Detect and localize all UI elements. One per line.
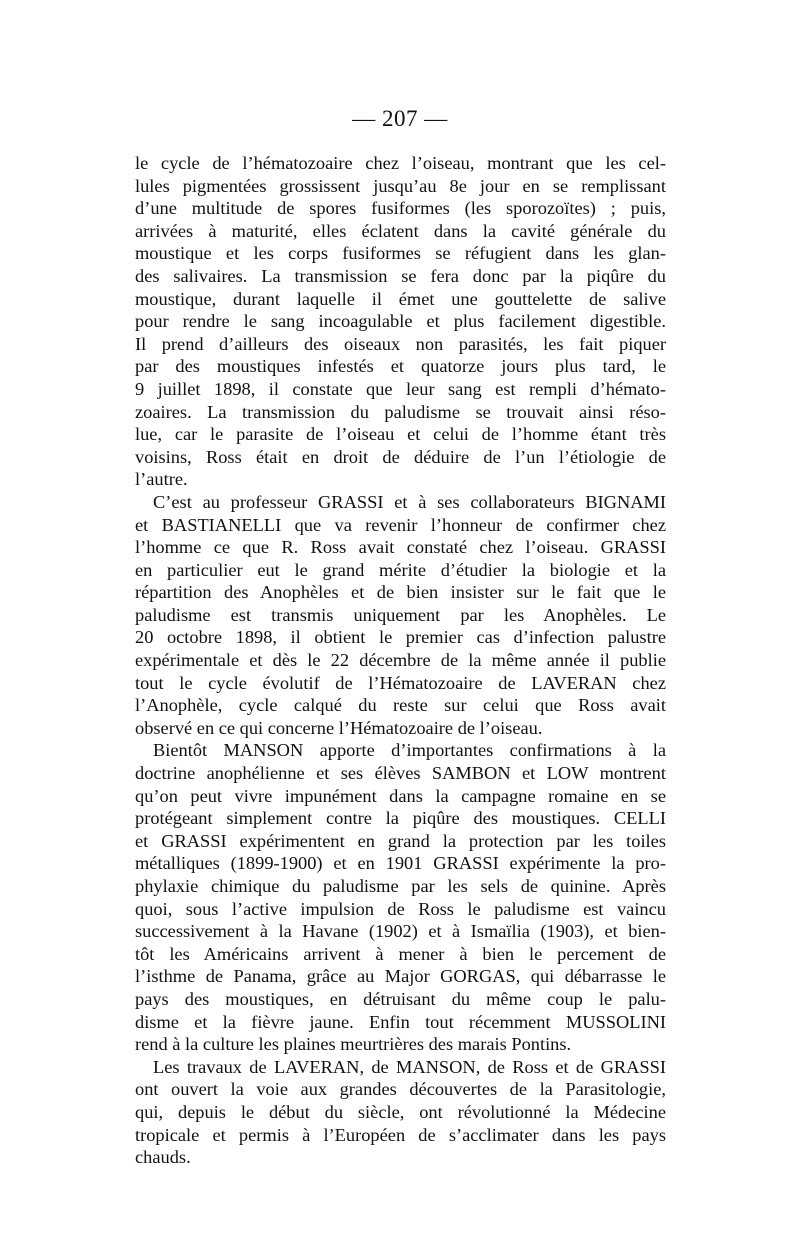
text-line: l’isthme de Panama, grâce au Major GORGAS, qui débarrasse le: [135, 966, 666, 987]
text-line: pour rendre le sang incoagulable et plus facilement digestible.: [135, 311, 666, 332]
text-line: pays des moustiques, en détruisant du même coup le palu-: [135, 988, 666, 1009]
text-line: observé en ce qui concerne l’Hématozoaire de l’oiseau.: [135, 717, 543, 738]
text-line: le cycle de l’hématozoaire chez l’oiseau, montrant que les cel-: [135, 153, 666, 173]
text-line: ont ouvert la voie aux grandes découvertes de la Parasitologie,: [135, 1079, 666, 1100]
text-line: et GRASSI expérimentent en grand la protection par les toiles: [135, 830, 666, 851]
text-line: Les travaux de LAVERAN, de MANSON, de Ross et de GRASSI: [153, 1056, 666, 1077]
text-line: 9 juillet 1898, il constate que leur sang est rempli d’hémato-: [135, 378, 666, 399]
text-line: d’une multitude de spores fusiformes (les sporozoïtes) ; puis,: [135, 198, 666, 219]
page-number: — 207 —: [352, 106, 448, 131]
text-line: chauds.: [135, 1147, 191, 1168]
text-line: qu’on peut vivre impunément dans la campagne romaine en se: [135, 785, 666, 806]
text-line: tôt les Américains arrivent à mener à bien le percement de: [135, 943, 666, 964]
text-line: des salivaires. La transmission se fera donc par la piqûre du: [135, 265, 666, 286]
text-line: par des moustiques infestés et quatorze jours plus tard, le: [135, 356, 666, 377]
text-line: répartition des Anophèles et de bien insister sur le fait que le: [135, 582, 666, 603]
text-line: disme et la fièvre jaune. Enfin tout récemment MUSSOLINI: [135, 1011, 666, 1032]
text-line: Il prend d’ailleurs des oiseaux non parasités, les fait piquer: [135, 333, 666, 354]
text-line: Bientôt MANSON apporte d’importantes confirmations à la: [153, 740, 666, 761]
text-line: C’est au professeur GRASSI et à ses collaborateurs BIGNAMI: [153, 491, 666, 512]
text-line: expérimentale et dès le 22 décembre de la même année il publie: [135, 650, 666, 671]
text-line: protégeant simplement contre la piqûre des moustiques. CELLI: [135, 808, 666, 829]
text-line: paludisme est transmis uniquement par les Anophèles. Le: [135, 604, 666, 625]
text-body: [135, 152, 666, 1169]
text-line: 20 octobre 1898, il obtient le premier cas d’infection palustre: [135, 627, 666, 648]
text-line: doctrine anophélienne et ses élèves SAMBON et LOW montrent: [135, 763, 666, 784]
text-line: rend à la culture les plaines meurtrières des marais Pontins.: [135, 1034, 572, 1055]
text-line: voisins, Ross était en droit de déduire de l’un l’étiologie de: [135, 446, 666, 467]
text-line: successivement à la Havane (1902) et à Ismaïlia (1903), et bien-: [135, 921, 666, 942]
text-line: phylaxie chimique du paludisme par les sels de quinine. Après: [135, 876, 666, 896]
text-line: l’Anophèle, cycle calqué du reste sur celui que Ross avait: [135, 695, 666, 716]
text-line: lue, car le parasite de l’oiseau et celui de l’homme étant très: [135, 424, 666, 445]
text-line: l’homme ce que R. Ross avait constaté chez l’oiseau. GRASSI: [135, 537, 666, 558]
text-line: tropicale et permis à l’Européen de s’acclimater dans les pays: [135, 1124, 666, 1145]
text-line: en particulier eut le grand mérite d’étudier la biologie et la: [135, 559, 666, 580]
text-line: lules pigmentées grossissent jusqu’au 8e jour en se remplissant: [135, 175, 666, 196]
text-line: moustique, durant laquelle il émet une gouttelette de salive: [135, 288, 666, 309]
text-line: tout le cycle évolutif de l’Hématozoaire de LAVERAN chez: [135, 672, 666, 693]
text-line: et BASTIANELLI que va revenir l’honneur de confirmer chez: [135, 514, 666, 535]
text-line: arrivées à maturité, elles éclatent dans la cavité générale du: [135, 220, 666, 241]
text-line: métalliques (1899-1900) et en 1901 GRASSI expérimente la pro-: [135, 853, 666, 874]
text-line: qui, depuis le début du siècle, ont révolutionné la Médecine: [135, 1101, 666, 1122]
text-line: l’autre.: [135, 469, 188, 490]
text-line: quoi, sous l’active impulsion de Ross le paludisme est vaincu: [135, 898, 666, 919]
text-line: moustique et les corps fusiformes se réfugient dans les glan-: [135, 243, 666, 264]
text-line: zoaires. La transmission du paludisme se trouvait ainsi réso-: [135, 401, 666, 422]
